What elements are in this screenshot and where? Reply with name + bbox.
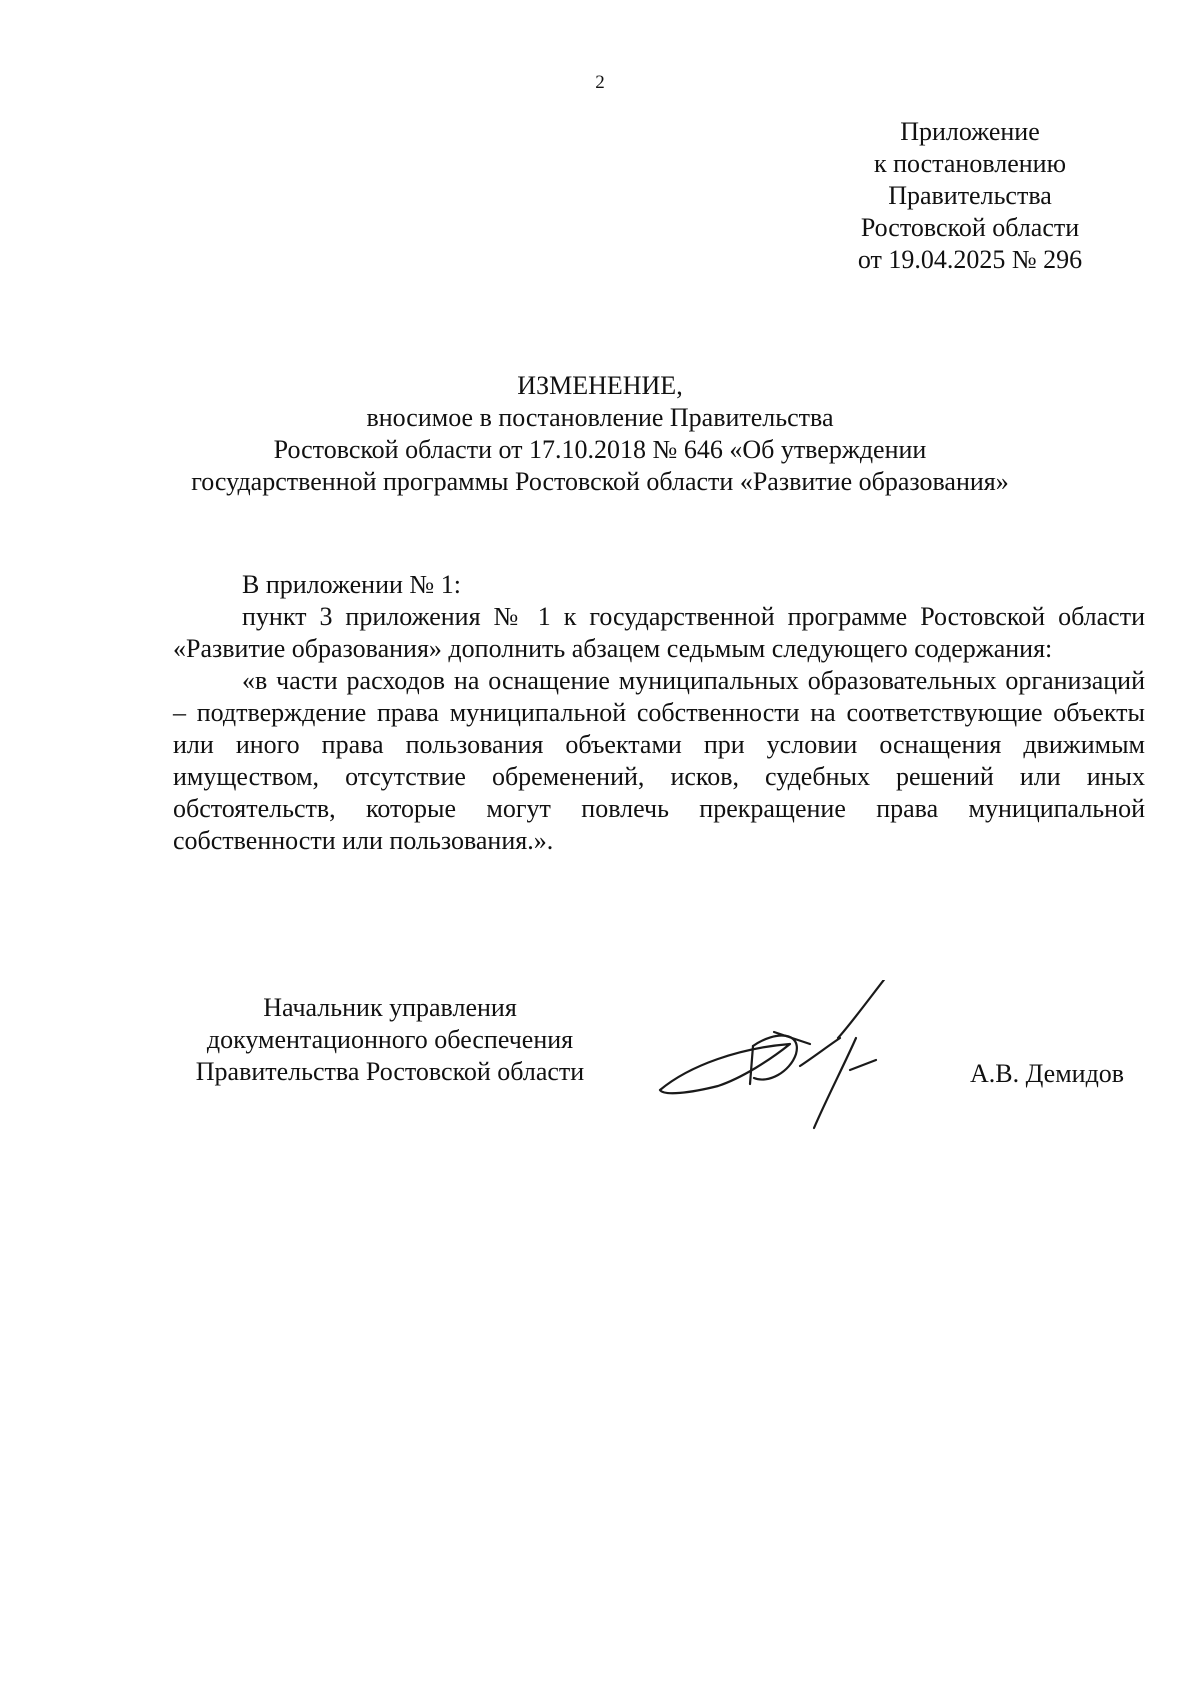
body-paragraph: «в части расходов на оснащение муниципальных образовательных организаций – подтверждение права муниципальной собственности на соответствующие объекты или иного права пользования объектами при условии оснащения движимым имуществом, отсутствие обременений, исков, судебных решений или иных обстоятельств, которые могут повлечь прекращение права муниципальной собственности или пользования.». — [173, 666, 1145, 855]
appendix-header — [800, 116, 1140, 276]
position-line: Правительства Ростовской области — [195, 1057, 585, 1086]
signer-name: А.В. Демидов — [970, 1059, 1125, 1088]
signer-position — [160, 992, 620, 1088]
title-line: Ростовской области от 17.10.2018 № 646 «Об утверждении — [273, 435, 927, 464]
document-body — [173, 569, 1145, 857]
appendix-line: к постановлению — [873, 149, 1067, 178]
title-line: ИЗМЕНЕНИЕ, — [517, 371, 683, 400]
position-line: документационного обеспечения — [206, 1025, 574, 1054]
title-line: государственной программы Ростовской области «Развитие образования» — [191, 467, 1009, 496]
body-paragraph: В приложении № 1: — [242, 570, 461, 599]
appendix-line: от 19.04.2025 № 296 — [857, 245, 1083, 274]
appendix-line: Приложение — [900, 117, 1040, 146]
handwritten-signature — [650, 980, 940, 1140]
position-line: Начальник управления — [263, 993, 517, 1022]
body-paragraph: пункт 3 приложения № 1 к государственной программе Ростовской области «Развитие образования» дополнить абзацем седьмым следующего содержания: — [173, 602, 1145, 663]
title-line: вносимое в постановление Правительства — [366, 403, 834, 432]
appendix-line: Правительства — [888, 181, 1052, 210]
document-title — [120, 370, 1080, 498]
appendix-line: Ростовской области — [860, 213, 1080, 242]
page-number: 2 — [595, 72, 605, 93]
